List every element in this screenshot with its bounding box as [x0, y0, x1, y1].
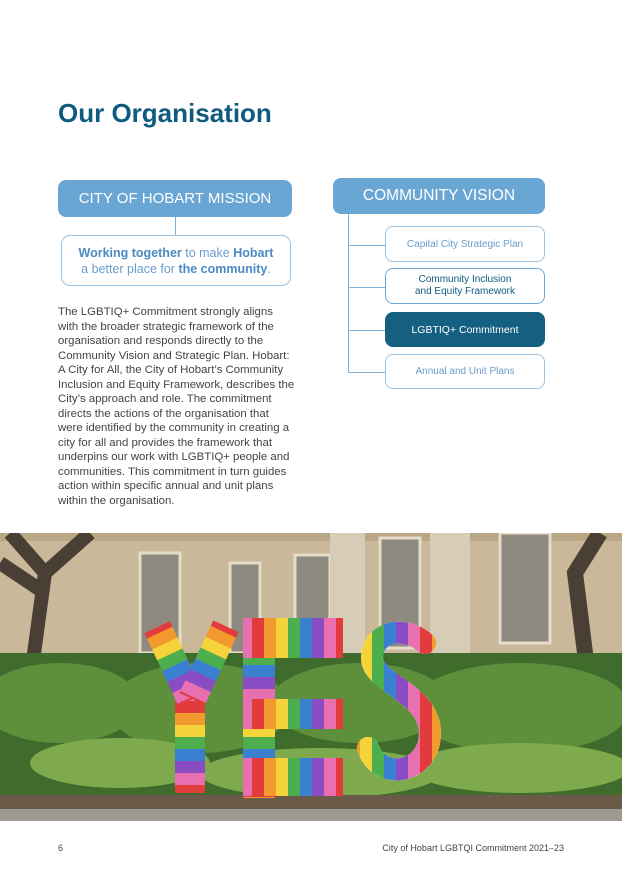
tree-branch-line: [348, 287, 385, 288]
plan-label: and Equity Framework: [414, 286, 516, 297]
tree-trunk-line: [348, 214, 349, 372]
slogan-text: to make: [181, 246, 234, 260]
slogan-emphasis: Hobart: [233, 246, 274, 260]
connector-line: [175, 217, 176, 235]
plan-capital-city-strategic: [385, 226, 545, 262]
plan-community-inclusion: [385, 268, 545, 304]
footer-title: City of Hobart LGBTQI Commitment 2021–23: [382, 843, 564, 853]
photo-illustration: [0, 533, 622, 821]
yarn-letter-e: [243, 618, 343, 798]
plan-lgbtiq-commitment: [385, 312, 545, 347]
tree-branch-line: [348, 330, 385, 331]
slogan-emphasis: the community: [178, 262, 268, 276]
tree-branch-line: [348, 245, 385, 246]
plan-label: Annual and Unit Plans: [415, 366, 515, 377]
mission-slogan: [61, 235, 291, 286]
plan-label: Capital City Strategic Plan: [406, 238, 524, 250]
plan-annual-unit: [385, 354, 545, 389]
page-number: 6: [58, 843, 64, 853]
slogan-text: .: [267, 262, 271, 276]
yarn-bombing-photo: [0, 533, 622, 821]
page-title: Our Organisation: [58, 98, 272, 128]
plan-label: LGBTIQ+ Commitment: [411, 323, 519, 336]
slogan-emphasis: Working together: [78, 246, 182, 260]
body-paragraph: The LGBTIQ+ Commitment strongly aligns with the broader strategic framework of the organisation and responds directly to the Community Vision and Strategic Plan. Hobart: A City for All, the City of Hobart’s Community Inclusion and Equity Framework, describes the City’s approach and role. The commitment directs the actions of the organisation that were identified by the community in creating a city for all and provides the framework that underpins our work with LGBTIQ+ people and communities. This commitment in turn guides action within specific annual and unit plans within the organisation.: [58, 306, 295, 507]
mission-heading-box: CITY OF HOBART MISSION: [58, 180, 292, 217]
vision-heading-box: COMMUNITY VISION: [333, 178, 545, 214]
plan-label: Community Inclusion: [418, 274, 512, 285]
tree-branch-line: [348, 372, 385, 373]
slogan-text: a better place for: [81, 262, 179, 276]
